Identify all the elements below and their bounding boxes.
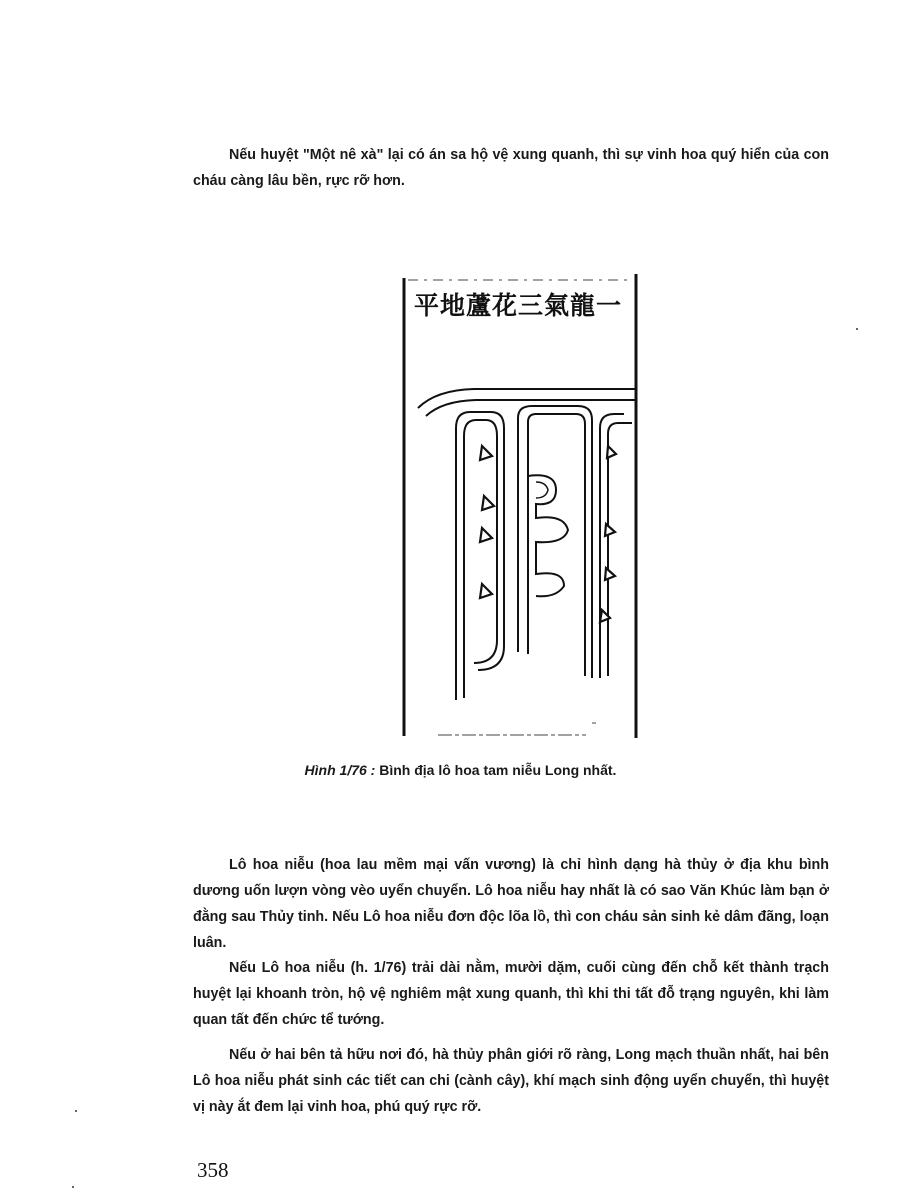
paragraph-lo-hoa-result: Nếu Lô hoa niễu (h. 1/76) trải dài nằm, mười dặm, cuối cùng đến chỗ kết thành trạch huyệt lại khoanh tròn, hộ vệ nghiêm mật xung quanh, thì khi thi tất đỗ trạng nguyên, khi làm quan tất đến chức tể tướng. [193,960,829,1029]
scan-speck [75,1110,77,1112]
diagram-chinese-title: 平地蘆花三氣龍一 [413,291,623,320]
caption-label: Hình 1/76 : [304,762,376,778]
page-number: 358 [197,1158,229,1182]
paragraph-intro: Nếu huyệt "Một nê xà" lại có án sa hộ vệ xung quanh, thì sự vinh hoa quý hiển của con cháu càng lâu bền, rực rỡ hơn. [193,147,829,190]
caption-text: Bình địa lô hoa tam niễu Long nhất. [375,762,617,778]
river-diagram [396,268,646,748]
paragraph-lo-hoa-definition: Lô hoa niễu (hoa lau mềm mại vấn vương) là chỉ hình dạng hà thủy ở địa khu bình dương uốn lượn vòng vèo uyển chuyển. Lô hoa niễu hay nhất là có sao Văn Khúc làm bạn ở đằng sau Thủy tinh. Nếu Lô hoa niễu đơn độc lõa lồ, thì con cháu sản sinh kẻ dâm đãng, loạn luân. [193,857,829,952]
scan-speck [72,1186,74,1188]
figure-caption [0,762,921,778]
scan-speck [856,328,858,330]
figure-diagram [396,268,646,748]
paragraph-lo-hoa-conditions: Nếu ở hai bên tả hữu nơi đó, hà thủy phân giới rõ ràng, Long mạch thuần nhất, hai bên Lô hoa niễu phát sinh các tiết can chi (cành cây), khí mạch sinh động uyển chuyển, thì huyệt vị này ắt đem lại vinh hoa, phú quý rực rỡ. [193,1047,829,1116]
